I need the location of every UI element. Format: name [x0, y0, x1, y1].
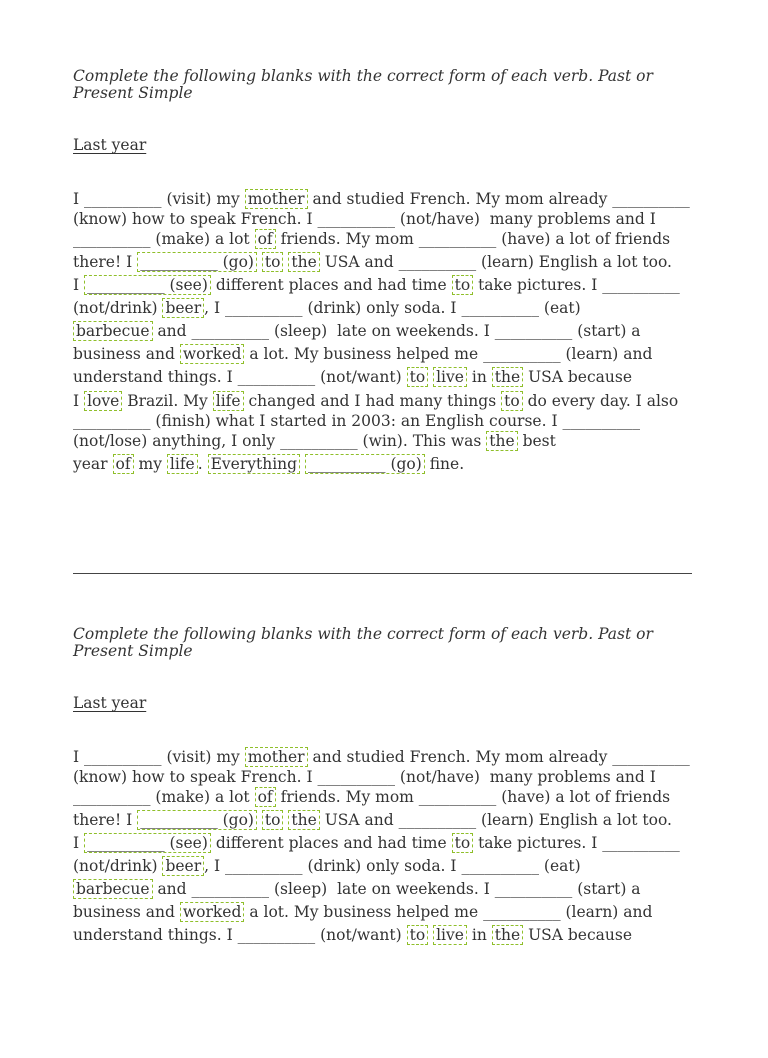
text-run: best — [517, 432, 556, 450]
text-run: (not/drink) — [73, 299, 163, 317]
boxed-word: the — [492, 925, 523, 945]
boxed-word: __________ (go) — [305, 454, 425, 474]
text-line — [73, 344, 652, 364]
boxed-word: to — [407, 367, 429, 387]
boxed-word: beer — [162, 298, 204, 318]
text-run: I __________ (visit) my — [73, 190, 245, 208]
text-line — [73, 189, 690, 209]
text-line — [73, 810, 672, 830]
text-run: (not/drink) — [73, 857, 163, 875]
boxed-word: live — [433, 367, 467, 387]
text-run: different places and had time — [210, 276, 452, 294]
text-run: I — [73, 834, 85, 852]
text-run: . — [197, 455, 208, 473]
text-line — [73, 367, 632, 387]
boxed-word: to — [452, 833, 474, 853]
text-run: take pictures. I __________ — [473, 834, 680, 852]
text-run: a lot. My business helped me __________ (learn) and — [244, 345, 653, 363]
text-run: and studied French. My mom already __________ — [307, 748, 690, 766]
text-line — [73, 391, 678, 411]
text-run: friends. My mom __________ (have) a lot of friends — [275, 788, 671, 806]
boxed-word: worked — [180, 902, 245, 922]
text-run: (not/lose) anything, I only __________ (win). This was — [73, 432, 487, 450]
worksheet-section — [0, 558, 768, 1058]
text-line — [73, 767, 656, 787]
boxed-word: barbecue — [73, 321, 153, 341]
boxed-word: to — [501, 391, 523, 411]
text-run: USA because — [523, 368, 632, 386]
section-heading: Last year — [73, 694, 147, 712]
text-run: Brazil. My — [122, 392, 213, 410]
text-line — [73, 275, 680, 295]
boxed-word: barbecue — [73, 879, 153, 899]
text-line — [73, 454, 464, 474]
text-run: and __________ (sleep) late on weekends. I __________ (start) a — [152, 322, 641, 340]
text-run: understand things. I __________ (not/want) — [73, 368, 407, 386]
boxed-word: beer — [162, 856, 204, 876]
text-run: understand things. I __________ (not/want) — [73, 926, 407, 944]
text-run: different places and had time — [210, 834, 452, 852]
text-line — [73, 411, 640, 431]
text-line — [73, 879, 641, 899]
exercise-paragraph — [0, 558, 768, 1058]
boxed-word: worked — [180, 344, 245, 364]
instruction-line: Complete the following blanks with the correct form of each verb. Past or — [73, 67, 653, 85]
boxed-word: Everything — [208, 454, 300, 474]
text-run: and studied French. My mom already __________ — [307, 190, 690, 208]
boxed-word: of — [255, 787, 276, 807]
text-run: year — [73, 455, 113, 473]
text-run: USA and __________ (learn) English a lot too. — [319, 811, 672, 829]
boxed-word: live — [433, 925, 467, 945]
text-run: __________ (make) a lot — [73, 230, 255, 248]
text-line — [73, 925, 632, 945]
text-line — [73, 833, 680, 853]
boxed-word: to — [262, 252, 284, 272]
text-run: my — [133, 455, 167, 473]
boxed-word: life — [213, 391, 244, 411]
boxed-word: mother — [245, 189, 308, 209]
text-run: USA because — [523, 926, 632, 944]
text-run: a lot. My business helped me __________ (learn) and — [244, 903, 653, 921]
boxed-word: to — [262, 810, 284, 830]
worksheet-section — [0, 0, 768, 500]
text-line — [73, 431, 556, 451]
boxed-word: __________ (see) — [84, 275, 211, 295]
section-heading: Last year — [73, 136, 147, 154]
boxed-word: of — [113, 454, 134, 474]
text-run: business and — [73, 903, 180, 921]
boxed-word: the — [486, 431, 517, 451]
text-run: take pictures. I __________ — [473, 276, 680, 294]
boxed-word: __________ (go) — [137, 810, 257, 830]
instruction-line: Complete the following blanks with the correct form of each verb. Past or — [73, 625, 653, 643]
text-line — [73, 747, 690, 767]
boxed-word: to — [452, 275, 474, 295]
text-line — [73, 856, 581, 876]
text-line — [73, 787, 670, 807]
text-line — [73, 298, 581, 318]
boxed-word: to — [407, 925, 429, 945]
text-run: (know) how to speak French. I __________ (not/have) many problems and I — [73, 768, 656, 786]
instruction-line: Present Simple — [73, 642, 193, 660]
exercise-paragraph — [0, 0, 768, 500]
text-run: and __________ (sleep) late on weekends. I __________ (start) a — [152, 880, 641, 898]
text-run: do every day. I also — [522, 392, 679, 410]
text-run: , I __________ (drink) only soda. I __________ (eat) — [204, 299, 581, 317]
text-run: I — [73, 276, 85, 294]
text-run: in — [466, 926, 492, 944]
boxed-word: the — [288, 252, 319, 272]
text-line — [73, 902, 652, 922]
text-run: __________ (make) a lot — [73, 788, 255, 806]
boxed-word: __________ (see) — [84, 833, 211, 853]
text-run: I __________ (visit) my — [73, 748, 245, 766]
boxed-word: __________ (go) — [137, 252, 257, 272]
instruction-line: Present Simple — [73, 84, 193, 102]
text-line — [73, 252, 672, 272]
text-run: I — [73, 392, 85, 410]
text-run: there! I — [73, 811, 138, 829]
boxed-word: the — [288, 810, 319, 830]
text-run: , I __________ (drink) only soda. I __________ (eat) — [204, 857, 581, 875]
text-run: __________ (finish) what I started in 2003: an English course. I __________ — [73, 412, 640, 430]
boxed-word: love — [84, 391, 122, 411]
text-run: in — [466, 368, 492, 386]
text-run: friends. My mom __________ (have) a lot of friends — [275, 230, 671, 248]
text-run: USA and __________ (learn) English a lot too. — [319, 253, 672, 271]
text-run: there! I — [73, 253, 138, 271]
text-run: changed and I had many things — [243, 392, 502, 410]
boxed-word: of — [255, 229, 276, 249]
text-run: fine. — [424, 455, 465, 473]
text-line — [73, 209, 656, 229]
boxed-word: life — [167, 454, 198, 474]
text-run: (know) how to speak French. I __________ (not/have) many problems and I — [73, 210, 656, 228]
text-line — [73, 229, 670, 249]
boxed-word: mother — [245, 747, 308, 767]
text-line — [73, 321, 641, 341]
text-run: business and — [73, 345, 180, 363]
boxed-word: the — [492, 367, 523, 387]
